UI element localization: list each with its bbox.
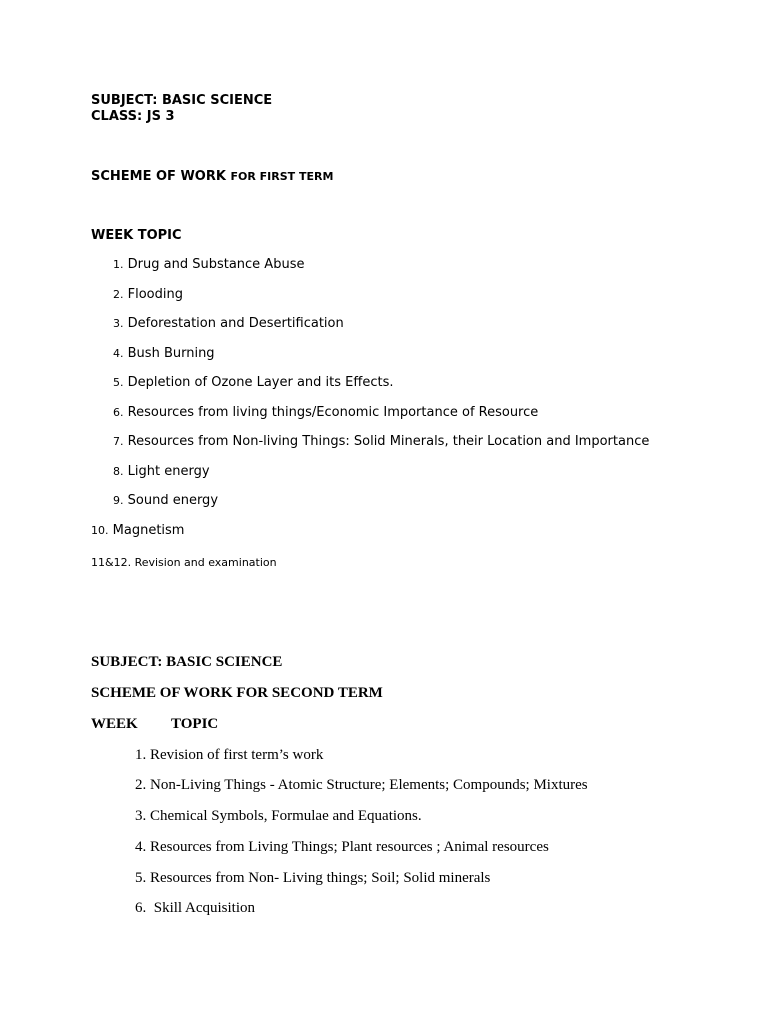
list-item: 2. Flooding (113, 287, 183, 302)
list-item: 2. Non-Living Things - Atomic Structure; Elements; Compounds; Mixtures (135, 777, 588, 793)
class-line: CLASS: JS 3 (91, 109, 175, 124)
scheme-title-second-term: SCHEME OF WORK FOR SECOND TERM (91, 685, 383, 701)
week-topic-header-second (91, 716, 218, 733)
week-topic-header: WEEK TOPIC (91, 228, 182, 243)
list-item-magnetism: 10. Magnetism (91, 523, 185, 538)
list-item: 5. Depletion of Ozone Layer and its Effects. (113, 375, 394, 390)
list-item: 4. Bush Burning (113, 346, 215, 361)
subject-line: SUBJECT: BASIC SCIENCE (91, 93, 273, 108)
list-item-revision: 11&12. Revision and examination (91, 556, 277, 569)
list-item: 3. Deforestation and Desertification (113, 316, 344, 331)
topic-label: TOPIC (171, 716, 219, 732)
list-item: 4. Resources from Living Things; Plant resources ; Animal resources (135, 839, 549, 855)
list-item: 3. Chemical Symbols, Formulae and Equations. (135, 808, 422, 824)
list-item: 6. Resources from living things/Economic Importance of Resource (113, 405, 539, 420)
list-item: 9. Sound energy (113, 493, 219, 508)
list-item: 8. Light energy (113, 464, 210, 479)
week-label: WEEK (91, 716, 138, 732)
scheme-title-suffix: FOR FIRST TERM (230, 170, 334, 183)
list-item: 7. Resources from Non-living Things: Solid Minerals, their Location and Importance (113, 434, 650, 449)
scheme-title-main: SCHEME OF WORK (91, 169, 226, 184)
list-item: 5. Resources from Non- Living things; Soil; Solid minerals (135, 870, 491, 886)
list-item: 1. Revision of first term’s work (135, 747, 324, 763)
list-item: 1. Drug and Substance Abuse (113, 257, 305, 272)
list-item: 6. Skill Acquisition (135, 900, 256, 916)
subject-line-second: SUBJECT: BASIC SCIENCE (91, 654, 283, 670)
scheme-title-first-term (91, 169, 333, 184)
